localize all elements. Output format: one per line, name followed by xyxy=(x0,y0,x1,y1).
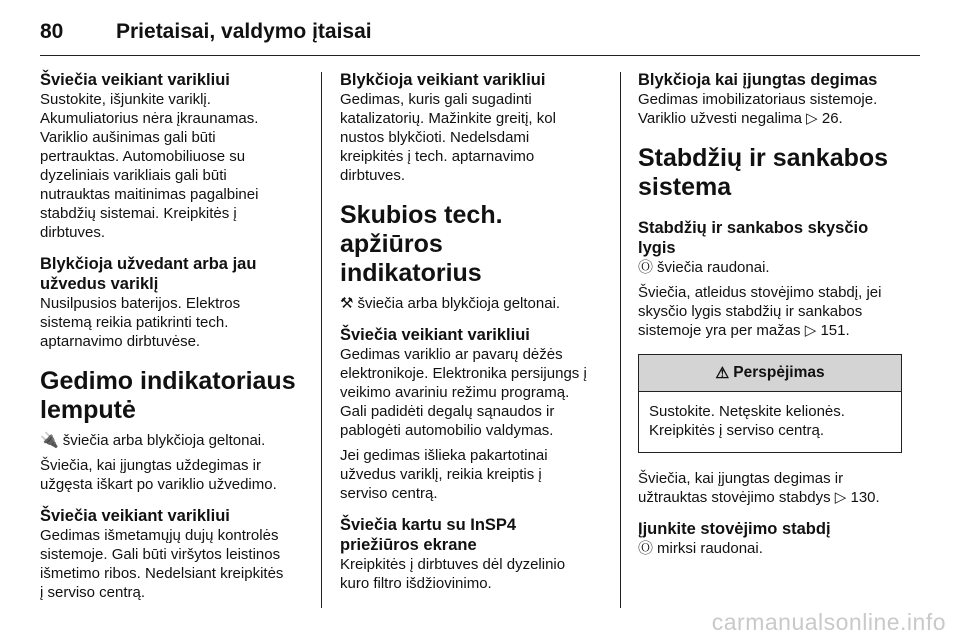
paragraph-line: Gali padidėti degalų sąnaudos ir xyxy=(340,403,555,420)
page-number: 80 xyxy=(40,20,64,43)
paragraph-line: Gedimas imobilizatoriaus sistemoje. xyxy=(638,91,878,108)
fault-lamp-line xyxy=(40,431,310,450)
page-ref-arrow-icon[interactable]: ▷ xyxy=(806,110,818,127)
brake-text: šviečia raudonai. xyxy=(657,259,770,276)
paragraph-text: užtrauktas stovėjimo stabdys xyxy=(638,489,831,506)
paragraph-line: elektronikoje. Elektronika persijungs į xyxy=(340,365,587,382)
warning-triangle-icon: ⚠ xyxy=(715,364,730,382)
heading-blink-start: užvedus variklį xyxy=(40,275,159,293)
brake-line xyxy=(638,539,908,558)
heading-blink-engine: Blykčioja veikiant varikliui xyxy=(340,71,546,89)
page-ref-arrow-icon[interactable]: ▷ xyxy=(804,322,817,339)
paragraph-line: Akumuliatorius nėra įkraunamas. xyxy=(40,110,259,127)
paragraph-line: Šviečia, kai įjungtas degimas ir xyxy=(638,470,844,487)
section-heading-service: indikatorius xyxy=(340,259,482,287)
heading-fluid-level: lygis xyxy=(638,239,676,257)
paragraph-line: dyzeliniais varikliais gali būti xyxy=(40,167,227,184)
paragraph-line: Nusilpusios baterijos. Elektros xyxy=(40,295,241,312)
paragraph-line: Gedimas išmetamųjų dujų kontrolės xyxy=(40,527,279,544)
paragraph-line xyxy=(638,321,908,340)
paragraph-line: Šviečia, kai įjungtas uždegimas ir xyxy=(40,457,261,474)
section-heading-fault-lamp: lemputė xyxy=(40,396,136,424)
heading-apply-brake: Įjunkite stovėjimo stabdį xyxy=(638,520,831,538)
brake-warning-icon: Ⓞ xyxy=(638,540,654,557)
paragraph-line: Gedimas variklio ar pavarų dėžės xyxy=(340,346,563,363)
paragraph-line: sistemoje. Gali būti viršytos leistinos xyxy=(40,546,281,563)
paragraph-line: Kreipkitės į dirbtuves dėl dyzelinio xyxy=(340,556,566,573)
page-ref-arrow-icon[interactable]: ▷ xyxy=(834,489,847,506)
paragraph-line: pertrauktas. Automobiliuose su xyxy=(40,148,246,165)
paragraph-line: pablogėti automobilio valdymas. xyxy=(340,422,554,439)
fault-lamp-text: šviečia arba blykčioja geltonai. xyxy=(62,432,266,449)
check-engine-icon: 🔌 xyxy=(40,432,59,449)
paragraph-line: nustos blykčioti. Nedelsdami xyxy=(340,129,530,146)
warning-box xyxy=(638,354,902,453)
paragraph-line: užgęsta iškart po variklio užvedimo. xyxy=(40,476,277,493)
column-3 xyxy=(638,70,908,558)
heading-engine-running: Šviečia veikiant varikliui xyxy=(340,326,530,344)
heading-blink-start: Blykčioja užvedant arba jau xyxy=(40,255,257,273)
page-ref[interactable]: 26. xyxy=(821,110,843,127)
paragraph-line: į serviso centrą. xyxy=(40,584,146,601)
paragraph-line: stabdžių sistemai. Kreipkitės į xyxy=(40,205,237,222)
column-1 xyxy=(40,70,310,602)
warning-text: Kreipkitės į serviso centrą. xyxy=(649,422,825,439)
brake-line xyxy=(638,258,908,277)
paragraph-text: sistemoje yra per mažas xyxy=(638,322,801,339)
heading-insp4: Šviečia kartu su InSP4 xyxy=(340,516,517,534)
paragraph-line: išmetimo ribos. Nedelsiant kreipkitės xyxy=(40,565,284,582)
paragraph-line: skysčio lygis stabdžių ir sankabos xyxy=(638,303,863,320)
section-heading-service: Skubios tech. apžiūros xyxy=(340,201,503,258)
paragraph-line: kuro filtro išdžiovinimo. xyxy=(340,575,492,592)
heading-insp4: priežiūros ekrane xyxy=(340,536,477,554)
paragraph-text: Variklio užvesti negalima xyxy=(638,110,802,127)
paragraph-line: Gedimas, kuris gali sugadinti xyxy=(340,91,532,108)
heading-blink-ignition: Blykčioja kai įjungtas degimas xyxy=(638,71,878,89)
header-divider xyxy=(40,55,920,56)
page-title: Prietaisai, valdymo įtaisai xyxy=(116,20,372,43)
paragraph-line: užvedus variklį, reikia kreiptis į xyxy=(340,466,542,483)
brake-warning-icon: Ⓞ xyxy=(638,259,654,276)
paragraph-line: kreipkitės į tech. aptarnavimo xyxy=(340,148,535,165)
service-text: šviečia arba blykčioja geltonai. xyxy=(357,295,561,312)
paragraph-line: katalizatorių. Mažinkite greitį, kol xyxy=(340,110,556,127)
paragraph-line: serviso centrą. xyxy=(340,485,438,502)
warning-body xyxy=(639,392,901,452)
column-divider xyxy=(620,72,621,608)
page-ref[interactable]: 151. xyxy=(820,322,850,339)
paragraph-line: dirbtuves. xyxy=(340,167,406,184)
column-2 xyxy=(340,70,610,593)
paragraph-line xyxy=(638,109,908,128)
paragraph-line xyxy=(638,488,908,507)
paragraph-line: Variklio aušinimas gali būti xyxy=(40,129,216,146)
warning-text: Sustokite. Netęskite kelionės. xyxy=(649,403,845,420)
paragraph-line: Šviečia, atleidus stovėjimo stabdį, jei xyxy=(638,284,882,301)
paragraph-line: dirbtuves. xyxy=(40,224,106,241)
warning-header xyxy=(639,355,901,392)
paragraph-line: Sustokite, išjunkite variklį. xyxy=(40,91,211,108)
section-heading-brake-system: Stabdžių ir sankabos xyxy=(638,144,889,172)
heading-engine-running: Šviečia veikiant varikliui xyxy=(40,71,230,89)
page-ref[interactable]: 130. xyxy=(850,489,880,506)
service-wrench-icon: ⚒ xyxy=(340,295,354,312)
warning-title: Perspėjimas xyxy=(733,364,825,381)
paragraph-line: nutrauktas maitinimas pagalbinei xyxy=(40,186,259,203)
paragraph-line: Jei gedimas išlieka pakartotinai xyxy=(340,447,548,464)
watermark: carmanualsonline.info xyxy=(711,609,946,635)
paragraph-line: aptarnavimo dirbtuvėse. xyxy=(40,333,201,350)
column-divider xyxy=(321,72,322,608)
service-line xyxy=(340,294,610,313)
page-header xyxy=(40,14,920,54)
paragraph-line: sistemą reikia patikrinti tech. xyxy=(40,314,229,331)
heading-engine-running: Šviečia veikiant varikliui xyxy=(40,507,230,525)
heading-fluid-level: Stabdžių ir sankabos skysčio xyxy=(638,219,869,237)
brake-blink-text: mirksi raudonai. xyxy=(657,540,763,557)
section-heading-fault-lamp: Gedimo indikatoriaus xyxy=(40,367,296,395)
paragraph-line: veikimo avariniu režimu programą. xyxy=(340,384,570,401)
section-heading-brake-system: sistema xyxy=(638,173,732,201)
